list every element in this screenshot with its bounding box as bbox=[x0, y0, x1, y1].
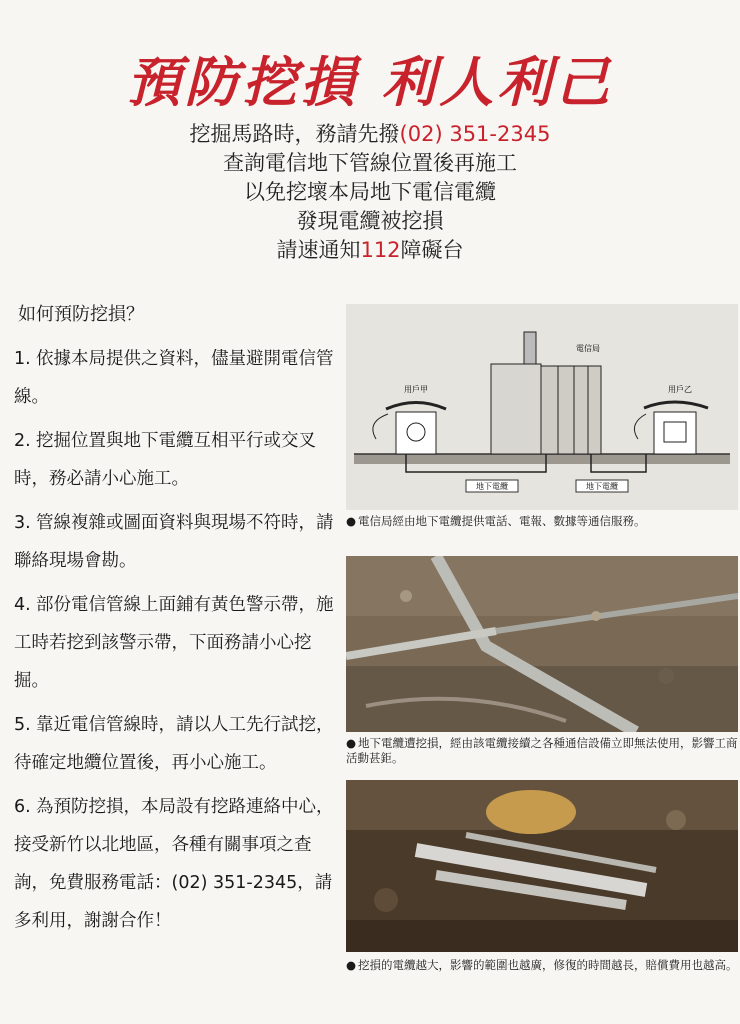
list-item: 5. 靠近電信管線時，請以人工先行試挖，待確定地纜位置後，再小心施工。 bbox=[14, 715, 334, 773]
office-label: 電信局 bbox=[576, 344, 600, 353]
prevention-list bbox=[14, 340, 336, 946]
photo-damaged-cable bbox=[346, 556, 738, 732]
caption-1: ● 電信局經由地下電纜提供電話、電報、數據等通信服務。 bbox=[346, 514, 646, 528]
list-item: 2. 挖掘位置與地下電纜互相平行或交叉時，務必請小心施工。 bbox=[14, 431, 316, 489]
photo-broken-cable-bundle bbox=[346, 780, 738, 952]
list-item: 3. 管線複雜或圖面資料與現場不符時，請聯絡現場會勘。 bbox=[14, 513, 334, 571]
list-item: 6. 為預防挖損，本局設有挖路連絡中心，接受新竹以北地區，各種有關事項之查詢，免費服務電話：(02) 351-2345，請多利用，謝謝合作！ bbox=[14, 797, 334, 931]
caption-2: ● 地下電纜遭挖損，經由該電纜接續之各種通信設備立即無法使用，影響工商活動甚鉅。 bbox=[346, 736, 738, 765]
intro-line-3: 以免挖壞本局地下電信電纜 bbox=[244, 180, 496, 204]
intro-block bbox=[120, 120, 620, 265]
user-a-label: 用戶甲 bbox=[404, 385, 428, 394]
repair-number: 112 bbox=[360, 238, 401, 262]
section-question: 如何預防挖損？ bbox=[18, 304, 144, 325]
intro-line-5: 請速通知112障礙台 bbox=[276, 238, 464, 262]
hotline-phone: (02) 351-2345 bbox=[399, 122, 551, 146]
network-diagram-svg bbox=[346, 304, 738, 510]
caption-3: ● 挖損的電纜越大，影響的範圍也越廣，修復的時間越長，賠償費用也越高。 bbox=[346, 958, 738, 972]
intro-line-4: 發現電纜被挖損 bbox=[296, 209, 444, 233]
network-diagram bbox=[346, 304, 738, 510]
cable-label-right: 地下電纜 bbox=[586, 482, 618, 491]
list-item: 4. 部份電信管線上面鋪有黃色警示帶，施工時若挖到該警示帶，下面務請小心挖掘。 bbox=[14, 595, 334, 691]
page-title: 預防挖損 利人利己 bbox=[126, 50, 614, 114]
intro-line-2: 查詢電信地下管線位置後再施工 bbox=[223, 151, 517, 175]
cable-label-left: 地下電纜 bbox=[476, 482, 508, 491]
list-item: 1. 依據本局提供之資料，儘量避開電信管線。 bbox=[14, 349, 334, 407]
intro-line-1: 挖掘馬路時，務請先撥(02) 351-2345 bbox=[189, 122, 551, 146]
user-b-label: 用戶乙 bbox=[668, 385, 692, 394]
